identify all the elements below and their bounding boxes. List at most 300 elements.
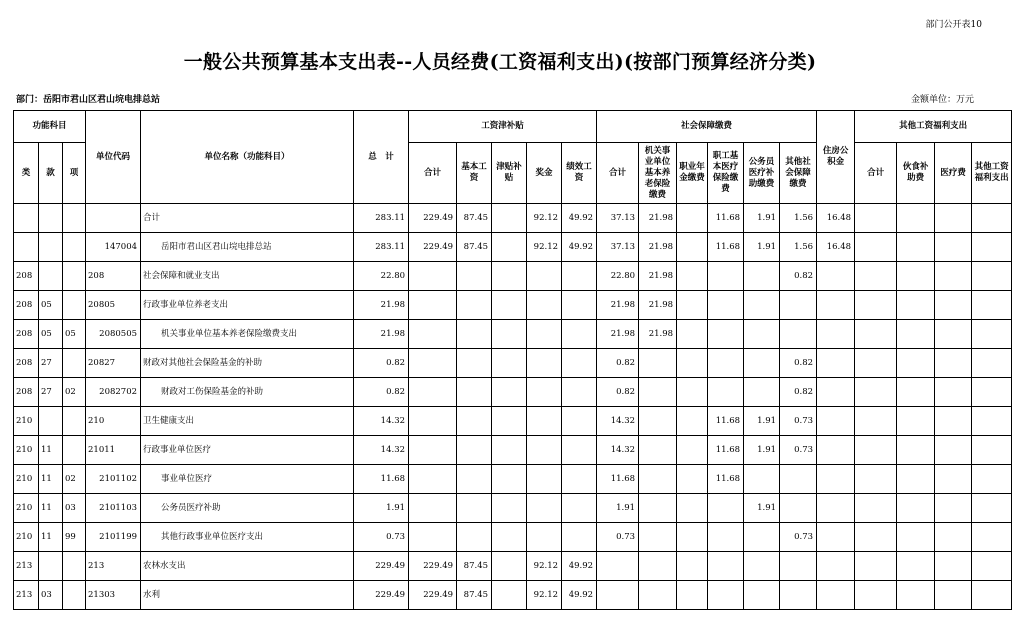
perf-wage-cell: 49.92	[562, 204, 597, 233]
total-header: 总 计	[354, 111, 409, 204]
other-total-cell	[855, 320, 897, 349]
unit-code-cell: 2101102	[86, 465, 141, 494]
kuan-cell: 27	[39, 378, 63, 407]
table-row	[14, 378, 1012, 407]
civil-medical-cell: 1.91	[744, 436, 780, 465]
bonus-cell	[527, 465, 562, 494]
table-row	[14, 291, 1012, 320]
allowance-cell	[492, 320, 527, 349]
housing-fund-cell	[817, 523, 855, 552]
allowance-cell	[492, 204, 527, 233]
bonus-cell	[527, 291, 562, 320]
civil-medical-cell: 1.91	[744, 494, 780, 523]
meal-allow-cell	[897, 233, 935, 262]
perf-wage-cell: 49.92	[562, 233, 597, 262]
basic-wage-cell: 87.45	[457, 552, 492, 581]
basic-wage-cell	[457, 465, 492, 494]
civil-medical-cell	[744, 552, 780, 581]
wage-total-cell: 229.49	[409, 552, 457, 581]
other-total-cell	[855, 552, 897, 581]
social-total-cell: 1.91	[597, 494, 639, 523]
medical-ins-cell: 11.68	[708, 465, 744, 494]
wage-total-cell	[409, 320, 457, 349]
wage-total-cell	[409, 349, 457, 378]
wage-total-cell	[409, 407, 457, 436]
table-row	[14, 320, 1012, 349]
medical-ins-cell	[708, 320, 744, 349]
lei-cell: 210	[14, 523, 39, 552]
other-social-cell: 0.73	[780, 436, 817, 465]
civil-medical-cell	[744, 262, 780, 291]
medical-fee-cell	[935, 233, 972, 262]
bonus-cell: 92.12	[527, 552, 562, 581]
basic-wage-cell	[457, 349, 492, 378]
table-row	[14, 494, 1012, 523]
civil-medical-header: 公务员医疗补助缴费	[744, 143, 780, 204]
table-row	[14, 436, 1012, 465]
unit-code-cell: 21303	[86, 581, 141, 610]
basic-wage-cell: 87.45	[457, 204, 492, 233]
allowance-cell	[492, 581, 527, 610]
lei-cell: 210	[14, 436, 39, 465]
housing-fund-cell	[817, 494, 855, 523]
perf-wage-cell: 49.92	[562, 581, 597, 610]
meal-allow-cell	[897, 581, 935, 610]
wage-total-cell: 229.49	[409, 233, 457, 262]
other-total-cell	[855, 349, 897, 378]
allowance-header: 津贴补贴	[492, 143, 527, 204]
medical-ins-cell	[708, 349, 744, 378]
unit-code-cell: 2101103	[86, 494, 141, 523]
lei-cell: 210	[14, 407, 39, 436]
xiang-cell	[63, 436, 86, 465]
other-social-cell: 0.82	[780, 378, 817, 407]
wage-total-cell: 229.49	[409, 204, 457, 233]
bonus-cell	[527, 436, 562, 465]
other-welfare-cell	[972, 320, 1012, 349]
other-social-cell: 0.73	[780, 407, 817, 436]
unit-name-cell: 水利	[141, 581, 354, 610]
medical-fee-cell	[935, 465, 972, 494]
other-welfare-cell	[972, 581, 1012, 610]
unit-name-cell: 公务员医疗补助	[141, 494, 354, 523]
unit-name-cell: 行政事业单位养老支出	[141, 291, 354, 320]
medical-fee-cell	[935, 204, 972, 233]
bonus-cell: 92.12	[527, 204, 562, 233]
allowance-cell	[492, 494, 527, 523]
inst-pension-cell: 21.98	[639, 204, 677, 233]
lei-cell: 208	[14, 378, 39, 407]
medical-ins-cell: 11.68	[708, 233, 744, 262]
other-welfare-cell	[972, 523, 1012, 552]
xiang-cell	[63, 407, 86, 436]
medical-fee-cell	[935, 378, 972, 407]
social-total-cell	[597, 552, 639, 581]
allowance-cell	[492, 407, 527, 436]
xiang-cell	[63, 581, 86, 610]
bonus-cell: 92.12	[527, 581, 562, 610]
table-row	[14, 407, 1012, 436]
bonus-cell	[527, 262, 562, 291]
medical-fee-cell	[935, 407, 972, 436]
unit-name-cell: 岳阳市君山区君山垸电排总站	[141, 233, 354, 262]
housing-fund-cell	[817, 465, 855, 494]
allowance-cell	[492, 262, 527, 291]
other-total-cell	[855, 204, 897, 233]
unit-code-cell: 21011	[86, 436, 141, 465]
other-welfare-cell	[972, 291, 1012, 320]
total-cell: 0.82	[354, 378, 409, 407]
kuan-cell: 11	[39, 465, 63, 494]
perf-wage-cell	[562, 349, 597, 378]
table-row	[14, 581, 1012, 610]
civil-medical-cell: 1.91	[744, 407, 780, 436]
social-group-header: 社会保障缴费	[597, 111, 817, 143]
housing-fund-cell	[817, 349, 855, 378]
total-cell: 229.49	[354, 552, 409, 581]
unit-code-cell: 2101199	[86, 523, 141, 552]
allowance-cell	[492, 378, 527, 407]
other-welfare-cell	[972, 262, 1012, 291]
other-total-cell	[855, 407, 897, 436]
bonus-cell	[527, 349, 562, 378]
civil-medical-cell	[744, 523, 780, 552]
inst-pension-cell: 21.98	[639, 233, 677, 262]
basic-wage-cell	[457, 494, 492, 523]
medical-ins-cell	[708, 262, 744, 291]
lei-cell: 208	[14, 320, 39, 349]
basic-wage-cell	[457, 291, 492, 320]
total-cell: 0.82	[354, 349, 409, 378]
other-total-cell	[855, 291, 897, 320]
social-total-cell: 0.82	[597, 378, 639, 407]
table-row	[14, 349, 1012, 378]
other-welfare-cell	[972, 204, 1012, 233]
housing-fund-cell: 16.48	[817, 233, 855, 262]
housing-fund-cell	[817, 436, 855, 465]
inst-pension-cell	[639, 581, 677, 610]
other-social-cell: 1.56	[780, 233, 817, 262]
other-welfare-header: 其他工资福利支出	[972, 143, 1012, 204]
lei-cell: 208	[14, 349, 39, 378]
wage-total-cell	[409, 262, 457, 291]
page-title: 一般公共预算基本支出表--人员经费(工资福利支出)(按部门预算经济分类)	[183, 51, 817, 73]
unit-name-cell: 其他行政事业单位医疗支出	[141, 523, 354, 552]
meal-allow-cell	[897, 291, 935, 320]
housing-fund-cell	[817, 320, 855, 349]
social-total-cell: 37.13	[597, 233, 639, 262]
civil-medical-cell: 1.91	[744, 233, 780, 262]
perf-wage-cell	[562, 436, 597, 465]
total-cell: 21.98	[354, 291, 409, 320]
total-cell: 11.68	[354, 465, 409, 494]
housing-fund-header: 住房公积金	[817, 111, 855, 204]
inst-pension-cell: 21.98	[639, 291, 677, 320]
other-welfare-cell	[972, 378, 1012, 407]
other-welfare-cell	[972, 552, 1012, 581]
wage-total-cell: 229.49	[409, 581, 457, 610]
table-row	[14, 552, 1012, 581]
wage-total-cell	[409, 291, 457, 320]
wage-total-cell	[409, 523, 457, 552]
unit-name-cell: 财政对工伤保险基金的补助	[141, 378, 354, 407]
basic-wage-cell	[457, 320, 492, 349]
occ-annuity-cell	[677, 204, 708, 233]
bonus-cell	[527, 320, 562, 349]
occ-annuity-cell	[677, 233, 708, 262]
other-social-cell: 0.82	[780, 262, 817, 291]
wage-total-cell	[409, 378, 457, 407]
xiang-cell: 05	[63, 320, 86, 349]
perf-wage-cell	[562, 407, 597, 436]
other-social-cell: 0.73	[780, 523, 817, 552]
kuan-cell: 11	[39, 436, 63, 465]
unit-name-cell: 事业单位医疗	[141, 465, 354, 494]
civil-medical-cell	[744, 465, 780, 494]
lei-cell: 213	[14, 581, 39, 610]
xiang-cell: 02	[63, 378, 86, 407]
xiang-cell: 02	[63, 465, 86, 494]
meal-allow-cell	[897, 552, 935, 581]
unit-name-cell: 合计	[141, 204, 354, 233]
occ-annuity-cell	[677, 320, 708, 349]
xiang-header: 项	[63, 143, 86, 204]
perf-wage-cell	[562, 494, 597, 523]
unit-name-cell: 农林水支出	[141, 552, 354, 581]
medical-ins-cell	[708, 523, 744, 552]
unit-code-cell	[86, 204, 141, 233]
other-total-cell	[855, 465, 897, 494]
other-total-cell	[855, 581, 897, 610]
func-subject-header: 功能科目	[14, 111, 86, 143]
table-row	[14, 465, 1012, 494]
total-cell: 283.11	[354, 233, 409, 262]
wage-total-cell	[409, 494, 457, 523]
other-welfare-cell	[972, 494, 1012, 523]
occ-annuity-cell	[677, 581, 708, 610]
civil-medical-cell	[744, 291, 780, 320]
other-group-header: 其他工资福利支出	[855, 111, 1012, 143]
bonus-cell	[527, 494, 562, 523]
total-cell: 229.49	[354, 581, 409, 610]
other-welfare-cell	[972, 233, 1012, 262]
inst-pension-header: 机关事业单位基本养老保险缴费	[639, 143, 677, 204]
kuan-cell: 03	[39, 581, 63, 610]
lei-cell	[14, 204, 39, 233]
medical-fee-cell	[935, 291, 972, 320]
bonus-cell	[527, 523, 562, 552]
allowance-cell	[492, 233, 527, 262]
allowance-cell	[492, 465, 527, 494]
inst-pension-cell	[639, 378, 677, 407]
social-total-cell: 11.68	[597, 465, 639, 494]
inst-pension-cell	[639, 349, 677, 378]
basic-wage-cell	[457, 378, 492, 407]
table-row	[14, 233, 1012, 262]
other-total-cell	[855, 523, 897, 552]
social-total-cell: 37.13	[597, 204, 639, 233]
total-cell: 14.32	[354, 407, 409, 436]
housing-fund-cell	[817, 407, 855, 436]
medical-fee-cell	[935, 494, 972, 523]
other-social-cell	[780, 291, 817, 320]
medical-fee-cell	[935, 552, 972, 581]
unit-code-cell: 2082702	[86, 378, 141, 407]
housing-fund-cell	[817, 291, 855, 320]
medical-ins-cell	[708, 581, 744, 610]
inst-pension-cell	[639, 552, 677, 581]
total-cell: 0.73	[354, 523, 409, 552]
unit-name-cell: 行政事业单位医疗	[141, 436, 354, 465]
kuan-cell: 11	[39, 494, 63, 523]
medical-fee-cell	[935, 436, 972, 465]
medical-ins-cell: 11.68	[708, 204, 744, 233]
medical-fee-cell	[935, 349, 972, 378]
other-total-cell	[855, 233, 897, 262]
lei-cell: 208	[14, 291, 39, 320]
perf-wage-cell	[562, 320, 597, 349]
kuan-cell	[39, 407, 63, 436]
medical-fee-header: 医疗费	[935, 143, 972, 204]
wage-total-cell	[409, 436, 457, 465]
social-total-cell: 21.98	[597, 320, 639, 349]
allowance-cell	[492, 291, 527, 320]
inst-pension-cell	[639, 465, 677, 494]
other-total-header: 合计	[855, 143, 897, 204]
lei-header: 类	[14, 143, 39, 204]
kuan-cell	[39, 262, 63, 291]
lei-cell: 210	[14, 465, 39, 494]
civil-medical-cell	[744, 349, 780, 378]
civil-medical-cell	[744, 320, 780, 349]
total-cell: 1.91	[354, 494, 409, 523]
other-welfare-cell	[972, 407, 1012, 436]
budget-table	[13, 110, 1012, 610]
total-cell: 14.32	[354, 436, 409, 465]
medical-fee-cell	[935, 523, 972, 552]
occ-annuity-cell	[677, 465, 708, 494]
inst-pension-cell	[639, 407, 677, 436]
civil-medical-cell: 1.91	[744, 204, 780, 233]
housing-fund-cell	[817, 378, 855, 407]
social-total-cell: 22.80	[597, 262, 639, 291]
other-social-cell: 0.82	[780, 349, 817, 378]
table-row	[14, 204, 1012, 233]
social-total-cell: 0.82	[597, 349, 639, 378]
kuan-header: 款	[39, 143, 63, 204]
unit-code-cell: 20805	[86, 291, 141, 320]
civil-medical-cell	[744, 378, 780, 407]
meal-allow-cell	[897, 494, 935, 523]
other-social-cell	[780, 465, 817, 494]
occ-annuity-cell	[677, 552, 708, 581]
perf-wage-cell	[562, 262, 597, 291]
unit-code-cell: 210	[86, 407, 141, 436]
xiang-cell	[63, 291, 86, 320]
housing-fund-cell	[817, 581, 855, 610]
table-row	[14, 523, 1012, 552]
other-social-cell	[780, 494, 817, 523]
kuan-cell: 27	[39, 349, 63, 378]
lei-cell: 213	[14, 552, 39, 581]
allowance-cell	[492, 349, 527, 378]
occ-annuity-cell	[677, 494, 708, 523]
unit-code-cell: 208	[86, 262, 141, 291]
occ-annuity-cell	[677, 262, 708, 291]
medical-ins-cell: 11.68	[708, 436, 744, 465]
bonus-header: 奖金	[527, 143, 562, 204]
other-social-cell: 1.56	[780, 204, 817, 233]
total-cell: 22.80	[354, 262, 409, 291]
wage-total-header: 合计	[409, 143, 457, 204]
bonus-cell: 92.12	[527, 233, 562, 262]
occ-annuity-cell	[677, 291, 708, 320]
other-welfare-cell	[972, 465, 1012, 494]
table-row	[14, 262, 1012, 291]
medical-fee-cell	[935, 581, 972, 610]
lei-cell: 210	[14, 494, 39, 523]
other-social-cell	[780, 581, 817, 610]
occ-annuity-header: 职业年金缴费	[677, 143, 708, 204]
unit-code-cell: 20827	[86, 349, 141, 378]
medical-fee-cell	[935, 320, 972, 349]
other-social-cell	[780, 552, 817, 581]
housing-fund-cell	[817, 262, 855, 291]
meal-allow-cell	[897, 349, 935, 378]
meal-allow-cell	[897, 320, 935, 349]
unit-code-cell: 213	[86, 552, 141, 581]
total-cell: 283.11	[354, 204, 409, 233]
meal-allow-cell	[897, 523, 935, 552]
medical-ins-header: 职工基本医疗保险缴费	[708, 143, 744, 204]
unit-name-header: 单位名称（功能科目）	[141, 111, 354, 204]
perf-wage-cell	[562, 291, 597, 320]
unit-code-cell: 147004	[86, 233, 141, 262]
meal-allow-header: 伙食补助费	[897, 143, 935, 204]
basic-wage-cell	[457, 407, 492, 436]
other-total-cell	[855, 262, 897, 291]
social-total-cell: 0.73	[597, 523, 639, 552]
department-label: 部门：岳阳市君山区君山垸电排总站	[16, 95, 161, 105]
unit-code-cell: 2080505	[86, 320, 141, 349]
meal-allow-cell	[897, 465, 935, 494]
other-total-cell	[855, 378, 897, 407]
wage-total-cell	[409, 465, 457, 494]
social-total-cell	[597, 581, 639, 610]
wage-group-header: 工资津补贴	[409, 111, 597, 143]
allowance-cell	[492, 436, 527, 465]
unit-name-cell: 机关事业单位基本养老保险缴费支出	[141, 320, 354, 349]
perf-wage-cell: 49.92	[562, 552, 597, 581]
meal-allow-cell	[897, 407, 935, 436]
inst-pension-cell: 21.98	[639, 262, 677, 291]
xiang-cell	[63, 262, 86, 291]
basic-wage-cell	[457, 436, 492, 465]
inst-pension-cell	[639, 494, 677, 523]
unit-name-cell: 财政对其他社会保险基金的补助	[141, 349, 354, 378]
civil-medical-cell	[744, 581, 780, 610]
medical-ins-cell	[708, 494, 744, 523]
unit-name-cell: 卫生健康支出	[141, 407, 354, 436]
table-body	[14, 204, 1012, 610]
medical-fee-cell	[935, 262, 972, 291]
xiang-cell: 99	[63, 523, 86, 552]
basic-wage-cell	[457, 262, 492, 291]
social-total-cell: 14.32	[597, 436, 639, 465]
other-social-header: 其他社会保障缴费	[780, 143, 817, 204]
basic-wage-cell: 87.45	[457, 581, 492, 610]
kuan-cell: 05	[39, 291, 63, 320]
